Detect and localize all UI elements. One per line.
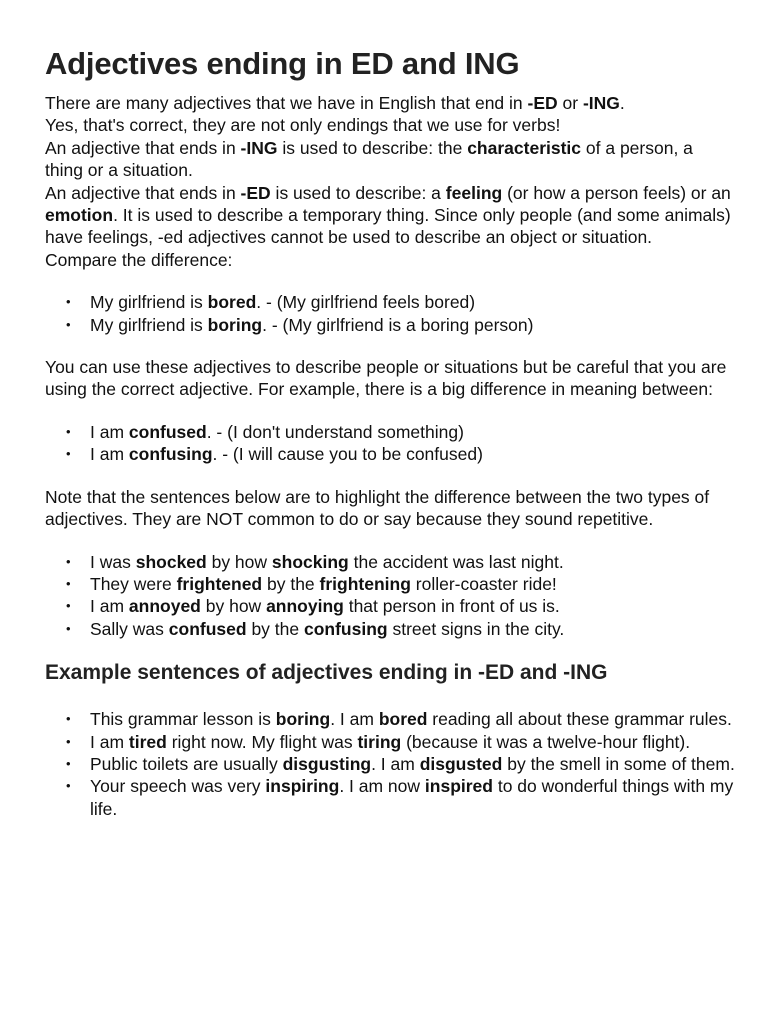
text-run: street signs in the city. bbox=[387, 618, 565, 639]
text-run: I was bbox=[90, 551, 136, 572]
text-run: Compare the difference: bbox=[45, 249, 233, 270]
list-item bbox=[90, 291, 735, 313]
text-run: roller-coaster ride! bbox=[410, 573, 557, 594]
list-item bbox=[90, 618, 735, 640]
text-run: I am bbox=[90, 731, 129, 752]
intro-paragraph bbox=[45, 114, 735, 136]
bold-term: emotion bbox=[45, 205, 114, 226]
text-run: I am bbox=[90, 421, 129, 442]
text-run: (or how a person feels) or an bbox=[502, 182, 731, 203]
bold-term: disgusted bbox=[419, 753, 503, 774]
list-item bbox=[90, 443, 735, 465]
text-run: reading all about these grammar rules. bbox=[427, 709, 732, 730]
text-run: An adjective that ends in bbox=[45, 182, 241, 203]
bold-term: confusing bbox=[303, 618, 388, 639]
text-run: Public toilets are usually bbox=[90, 753, 283, 774]
list-item bbox=[90, 314, 735, 336]
text-run: of a person, a thing or a situation. bbox=[45, 137, 693, 181]
bold-term: annoying bbox=[266, 596, 344, 617]
bold-term: -ING bbox=[582, 93, 620, 113]
bold-term: boring bbox=[207, 314, 263, 335]
bold-term: annoyed bbox=[128, 596, 201, 617]
text-run: that person in front of us is. bbox=[343, 596, 560, 617]
bold-term: inspiring bbox=[265, 776, 340, 797]
bold-term: confused bbox=[168, 618, 247, 639]
text-run: by how bbox=[206, 551, 272, 572]
list-item bbox=[90, 775, 735, 820]
text-run: the accident was last night. bbox=[348, 551, 564, 572]
intro-paragraph bbox=[45, 249, 735, 271]
bold-term: inspired bbox=[424, 776, 493, 797]
list-item bbox=[90, 708, 735, 730]
text-run: An adjective that ends in bbox=[45, 137, 241, 158]
list-item bbox=[90, 731, 735, 753]
bold-term: confusing bbox=[128, 444, 213, 465]
text-run: is used to describe: a bbox=[270, 182, 446, 203]
careful-paragraph: You can use these adjectives to describe people or situations but be careful that you are using the correct adjective. For example, there is a big difference in meaning between: bbox=[45, 357, 727, 400]
text-run: . I am bbox=[371, 753, 420, 774]
text-run: Your speech was very bbox=[90, 776, 266, 797]
text-run: by the bbox=[246, 618, 304, 639]
bold-term: -ED bbox=[527, 93, 558, 113]
bold-term: -ED bbox=[240, 182, 271, 203]
bold-term: bored bbox=[378, 709, 428, 730]
list-item bbox=[90, 573, 735, 595]
text-run: . I am now bbox=[339, 776, 425, 797]
note-paragraph: Note that the sentences below are to highlight the difference between the two types of adjectives. They are NOT common to do or say because they sound repetitive. bbox=[45, 486, 710, 530]
text-run: My girlfriend is bbox=[90, 314, 208, 335]
bold-term: confused bbox=[128, 421, 207, 442]
bold-term: boring bbox=[275, 709, 331, 730]
bold-term: tired bbox=[128, 731, 167, 752]
bored-boring-list bbox=[45, 291, 735, 336]
example-sentences-list bbox=[45, 708, 735, 820]
list-item bbox=[90, 753, 735, 775]
text-run: There are many adjectives that we have in English that end in bbox=[45, 93, 528, 113]
text-run: This grammar lesson is bbox=[90, 709, 276, 730]
repetitive-examples-list bbox=[45, 551, 735, 641]
bold-term: disgusting bbox=[282, 753, 372, 774]
bold-term: shocked bbox=[135, 551, 207, 572]
text-run: My girlfriend is bbox=[90, 292, 208, 313]
text-run: by the bbox=[262, 573, 320, 594]
text-run: I am bbox=[90, 444, 129, 465]
text-run: by the smell in some of them. bbox=[502, 753, 735, 774]
text-run: by how bbox=[200, 596, 267, 617]
bold-term: tiring bbox=[357, 731, 402, 752]
bold-term: frightening bbox=[319, 573, 411, 594]
text-run: to do wonderful things with my life. bbox=[90, 776, 734, 819]
text-run: They were bbox=[90, 573, 177, 594]
text-run: is used to describe: the bbox=[277, 137, 468, 158]
text-run: . It is used to describe a temporary thing. Since only people (and some animals) have feelings, -ed adjectives cannot be used to describe an object or situation. bbox=[45, 205, 731, 248]
text-run: . I am bbox=[330, 709, 379, 730]
text-run: right now. My flight was bbox=[166, 731, 358, 752]
list-item bbox=[90, 551, 735, 573]
bold-term: characteristic bbox=[467, 137, 582, 158]
list-item bbox=[90, 595, 735, 617]
text-run: . - (My girlfriend is a boring person) bbox=[262, 314, 534, 335]
text-run: or bbox=[557, 93, 583, 113]
list-item bbox=[90, 421, 735, 443]
page-title: Adjectives ending in ED and ING bbox=[45, 46, 520, 81]
bold-term: -ING bbox=[240, 137, 278, 158]
text-run: Sally was bbox=[90, 618, 169, 639]
bold-term: shocking bbox=[271, 551, 349, 572]
text-run: I am bbox=[90, 596, 129, 617]
confused-confusing-list bbox=[45, 421, 735, 466]
intro-section bbox=[45, 92, 735, 271]
document-page bbox=[45, 44, 735, 840]
text-run: . bbox=[619, 93, 625, 113]
text-run: . - (I will cause you to be confused) bbox=[212, 444, 483, 465]
text-run: Yes, that's correct, they are not only endings that we use for verbs! bbox=[45, 115, 561, 136]
intro-paragraph bbox=[45, 137, 735, 182]
bold-term: frightened bbox=[176, 573, 263, 594]
bold-term: feeling bbox=[445, 182, 503, 203]
intro-paragraph bbox=[45, 182, 735, 249]
section-heading: Example sentences of adjectives ending in -ED and -ING bbox=[45, 661, 608, 685]
text-run: . - (My girlfriend feels bored) bbox=[256, 292, 476, 313]
text-run: (because it was a twelve-hour flight). bbox=[401, 731, 691, 752]
intro-paragraph bbox=[45, 92, 735, 114]
bold-term: bored bbox=[207, 292, 257, 313]
text-run: . - (I don't understand something) bbox=[206, 421, 464, 442]
